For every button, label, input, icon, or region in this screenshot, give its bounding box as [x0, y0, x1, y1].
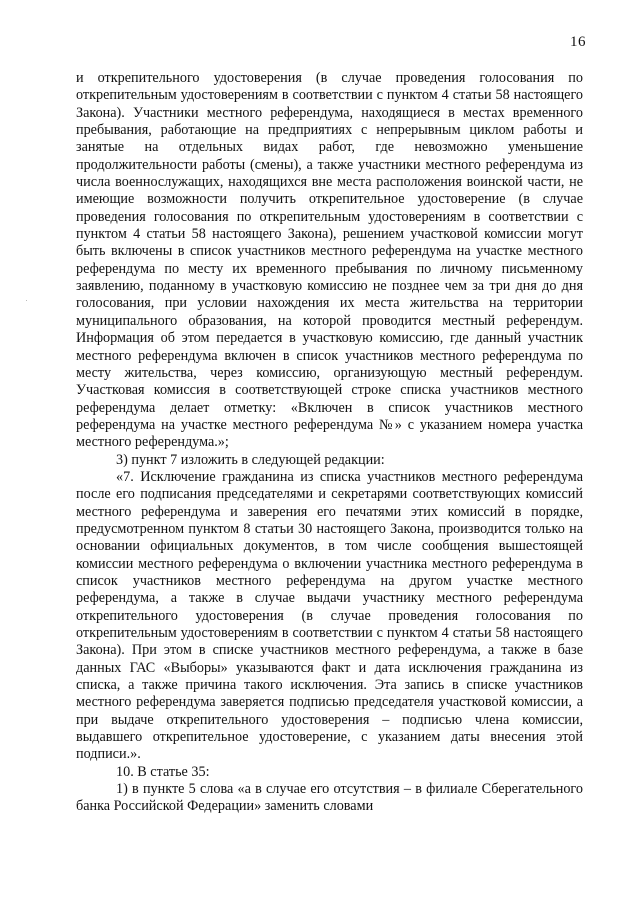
paragraph-item-3: 3) пункт 7 изложить в следующей редакции: — [116, 451, 385, 468]
margin-dot — [26, 300, 27, 301]
paragraph-article-35: 10. В статье 35: — [116, 763, 210, 780]
paragraph-continuation: и открепительного удостоверения (в случае проведения голосования по открепительным удостоверениям в соответствии с пунктом 4 статьи 58 настоящего Закона). Участники местного референдума, находящиеся в местах временного пребывания, работающие на предприятиях с непрерывным циклом работы и занятые на отдельных видах работ, где невозможно уменьшение продолжительности работы (смены), а также участники местного референдума из числа военнослужащих, находящихся вне места расположения воинской части, не имеющие возможности получить открепительное удостоверение (в случае проведения голосования по открепительным удостоверениям в соответствии с пунктом 4 статьи 58 настоящего Закона), решением участковой комиссии могут быть включены в список участников местного референдума на участке местного референдума по месту их временного пребывания по личному письменному заявлению, поданному в участковую комиссию не позднее чем за три дня до дня голосования, при условии нахождения их места жительства на территории муниципального образования, на которой проводится местный референдум. Информация об этом передается в участковую комиссию, где данный участник местного референдума включен в список участников местного референдума по месту жительства, через комиссию, организующую местный референдум. Участковая комиссия в соответствующей строке списка участников местного референдума делает отметку: «Включен в список участников местного референдума на участке местного референдума №» с указанием номера участка местного референдума.»; — [76, 70, 583, 451]
paragraph-quoted-point-7: «7. Исключение гражданина из списка участников местного референдума после его подписания председателями и секретарями соответствующих комиссий местного референдума и заверения его печатями этих комиссий в порядке, предусмотренном пунктом 8 статьи 30 настоящего Закона, производится только на основании официальных документов, в том числе сообщения вышестоящей комиссии местного референдума о включении участника местного референдума в список участников местного референдума на другом участке местного референдума, а также в случае выдачи участнику местного референдума открепительного удостоверения (в случае проведения голосования по открепительным удостоверениям в соответствии с пунктом 4 статьи 58 настоящего Закона). При этом в списке участников местного референдума, а также в базе данных ГАС «Выборы» указываются факт и дата исключения гражданина из списка, а также причина такого исключения. Эта запись в списке участников местного референдума заверяется подписью председателя участковой комиссии, а при выдаче открепительного удостоверения – подписью члена комиссии, выдавшего открепительное удостоверение, с указанием даты внесения этой подписи.». — [76, 468, 583, 763]
paragraph-item-1: 1) в пункте 5 слова «а в случае его отсутствия – в филиале Сберегательного банка Российской Федерации» заменить словами — [76, 781, 583, 815]
document-body — [76, 70, 583, 816]
page-number: 16 — [570, 34, 586, 50]
